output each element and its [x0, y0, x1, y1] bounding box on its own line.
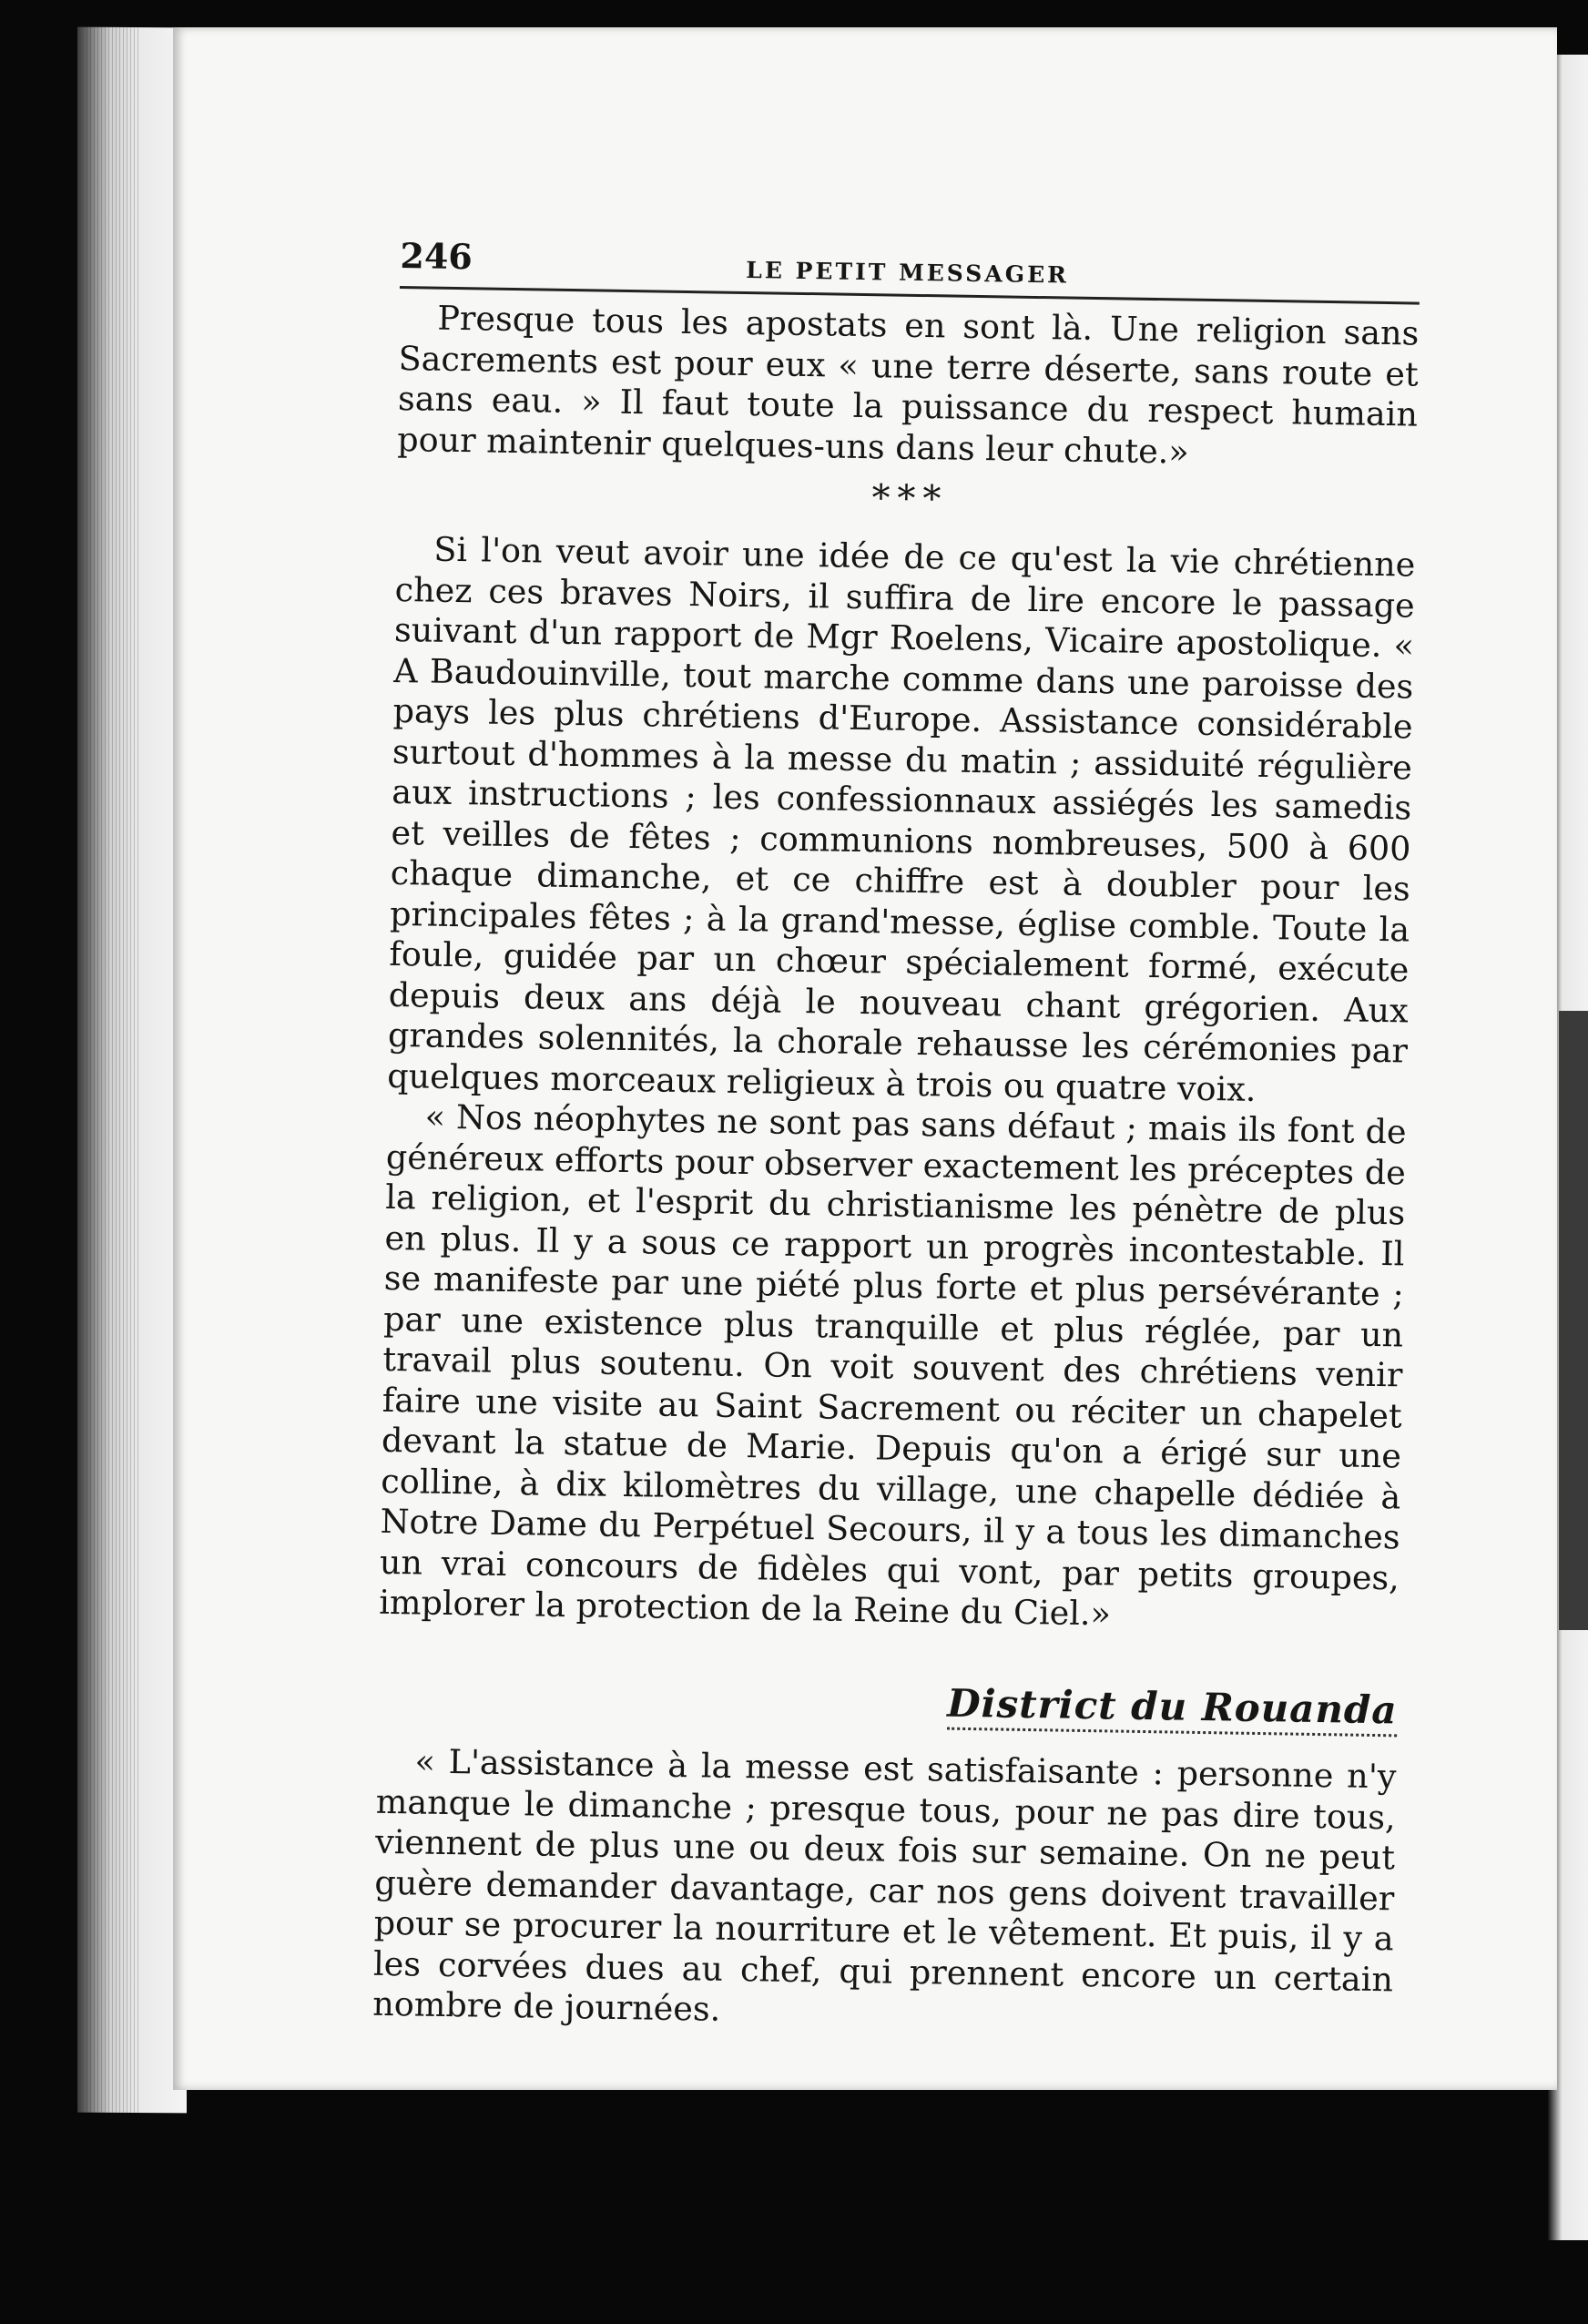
asterism-separator: * * *	[871, 477, 942, 521]
facing-page-shadow	[1559, 1011, 1588, 1630]
page-content	[372, 228, 1420, 2041]
section-heading	[377, 1674, 1398, 1737]
running-head: LE PETIT MESSAGER	[746, 256, 1070, 289]
paragraph-baudouinville: Si l'on veut avoir une idée de ce qu'est la vie chrétienne chez ces braves Noirs, il suffira de lire encore le passage suivant d'un rapport de Mgr Roelens, Vicaire apostolique. « A Baudouinville, tout marche comme dans une paroisse des pays les plus chrétiens d'Europe. Assistance considérable surtout d'hommes à la messe du matin ; assiduité régulière aux instructions ; les confessionnaux assiégés les samedis et veilles de fêtes ; communions nombreuses, 500 à 600 chaque dimanche, et ce chiffre est à doubler pour les principales fêtes ; à la grand'messe, église comble. Toute la foule, guidée par un chœur spécialement formé, exécute depuis deux ans déjà le nouveau chant grégorien. Aux grandes solennités, la chorale rehausse les cérémonies par quelques morceaux religieux à trois ou quatre voix.	[387, 529, 1416, 1109]
paragraph-apostats: Presque tous les apostats en sont là. Une religion sans Sacrements est pour eux « une terre déserte, sans route et sans eau. » Il faut toute la puissance du respect humain pour maintenir quelques-uns dans leur chute.»	[397, 298, 1420, 472]
book-page-edges	[77, 27, 187, 2114]
paragraph-neophytes: « Nos néophytes ne sont pas sans défaut ; mais ils font de généreux efforts pour observer exactement les préceptes de la religion, et l'esprit du christianisme les pénètre de plus en plus. Il y a sous ce rapport un progrès incontestable. Il se manifeste par une piété plus forte et plus persévérante ; par une existence plus tranquille et plus réglée, par un travail plus soutenu. On voit souvent des chrétiens venir faire une visite au Saint Sacrement ou réciter un chapelet devant la statue de Marie. Depuis qu'on a érigé sur une colline, à dix kilomètres du village, une chapelle dédiée à Notre Dame du Perpétuel Secours, il y a tous les dimanches un vrai concours de fidèles qui vont, par petits groupes, implorer la protection de la Reine du Ciel.»	[378, 1096, 1407, 1634]
body-text	[372, 298, 1420, 2041]
section-heading-label: District du Rouanda	[947, 1683, 1398, 1737]
paragraph-rouanda: « L'assistance à la messe est satisfaisante : personne n'y manque le dimanche ; presque tous, pour ne pas dire tous, viennent de plus une ou deux fois sur semaine. On ne peut guère demander davantage, car nos gens doivent travailler pour se procurer la nourriture et le vêtement. Et puis, il y a les corvées dues au chef, qui prennent encore un certain nombre de journées.	[372, 1741, 1397, 2029]
page-number: 246	[400, 234, 473, 278]
